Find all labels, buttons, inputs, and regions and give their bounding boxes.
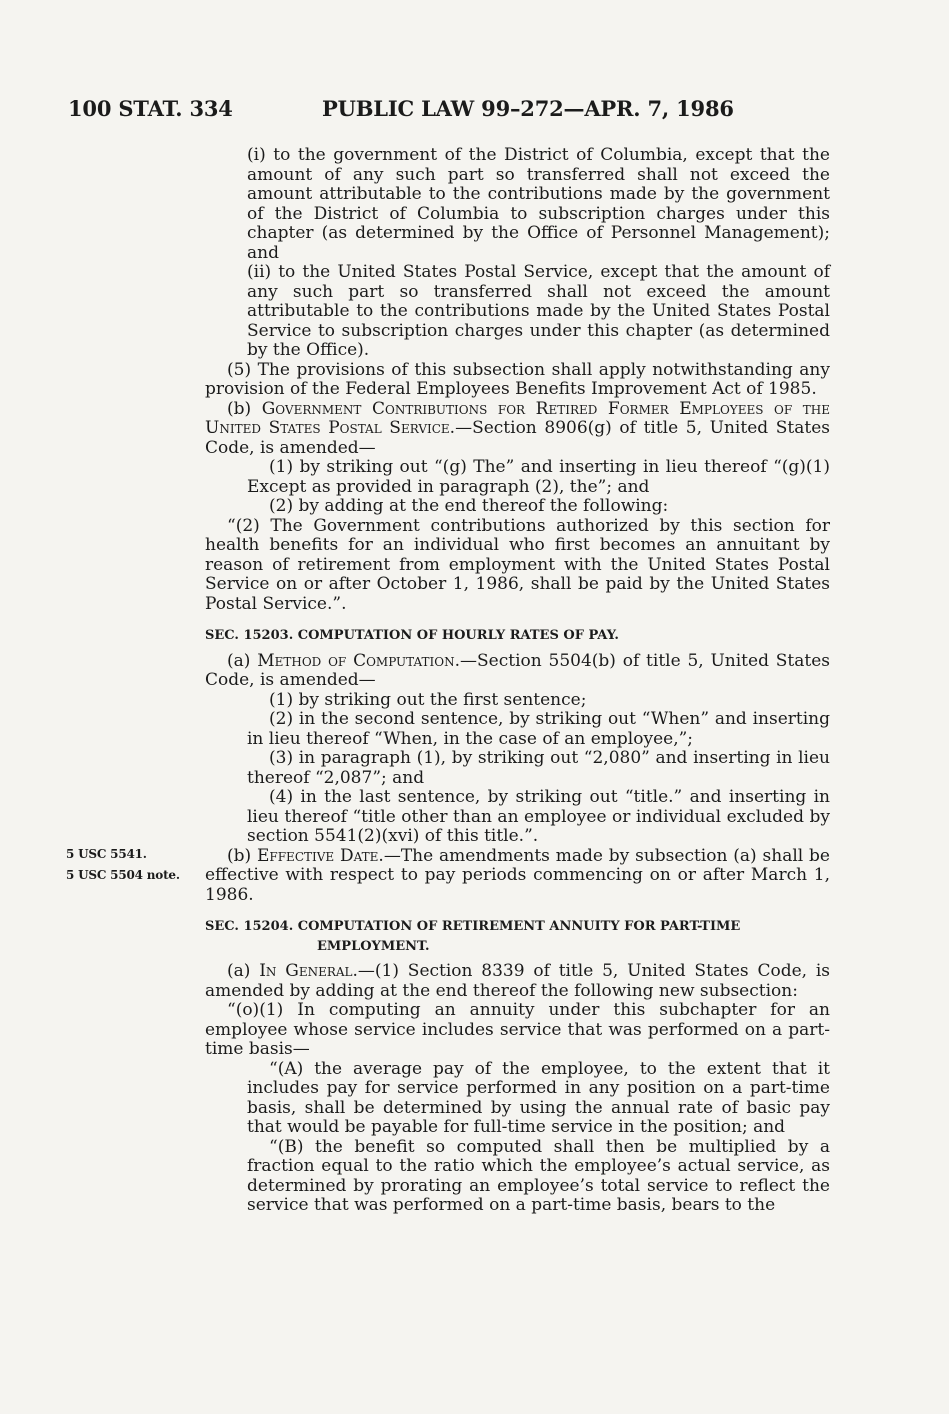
- clause-i-block: [205, 146, 830, 361]
- subsection-b-effective-date: [205, 847, 830, 906]
- paragraph-a3: (3) in paragraph (1), by striking out “2,080” and inserting in lieu thereof “2,087”; and: [247, 748, 830, 788]
- general-text: —(1) Section 8339 of title 5, United States Code, is amended by adding at the end thereof the following new subsection:: [205, 961, 831, 1001]
- subsection-a-label: (a): [227, 650, 258, 671]
- subsection-b: [205, 400, 830, 459]
- general-label: (a): [227, 961, 260, 981]
- paragraph-a4: (4) in the last sentence, by striking out “title.” and inserting in lieu thereof “title other than an employee or individual excluded by section 5541(2)(xvi) of this title.”.: [247, 787, 830, 846]
- general-heading: In General.: [259, 961, 358, 981]
- effective-date-text: —The amendments made by subsection (a) shall be effective with respect to pay periods commencing on or after March 1, 1986.: [205, 845, 830, 905]
- paragraph-a1: (1) by striking out the first sentence;: [269, 689, 587, 710]
- paragraph-a2: (2) in the second sentence, by striking out “When” and inserting in lieu thereof “When, in the case of an employee,”;: [247, 709, 830, 749]
- paragraph-b2: (2) by adding at the end thereof the following:: [269, 496, 669, 516]
- section-15204-heading: SEC. 15204. COMPUTATION OF RETIREMENT ANNUITY FOR PART-TIME EMPLOYMENT.: [205, 919, 741, 954]
- paragraph-b1: (1) by striking out “(g) The” and inserting in lieu thereof “(g)(1) Except as provided in paragraph (2), the”; and: [247, 457, 830, 497]
- clause-ii: (ii) to the United States Postal Service, except that the amount of any such part so transferred shall not exceed the amount attributable to the contributions made by the United States Postal Service to subscription charges under this chapter (as determined by the Office).: [247, 262, 830, 360]
- paragraph-5: (5) The provisions of this subsection shall apply notwithstanding any provision of the Federal Employees Benefits Improvement Act of 1985.: [205, 359, 830, 399]
- quoted-item-B: “(B) the benefit so computed shall then be multiplied by a fraction equal to the ratio which the employee’s actual service, as determined by prorating an employee’s total service to reflect the service that was performed on a part-time basis, bears to the: [247, 1136, 830, 1215]
- quoted-paragraph-2: “(2) The Government contributions authorized by this section for health benefits for an individual who first becomes an annuitant by reason of retirement from employment with the United States Postal Service on or after October 1, 1986, shall be paid by the United States Postal Service.”.: [205, 515, 830, 614]
- margin-note-5504: 5 USC 5504 note.: [66, 868, 180, 882]
- effective-date-label: (b): [227, 845, 257, 866]
- subsection-b-label: (b): [227, 398, 262, 419]
- subsection-a-text: —Section 5504(b) of title 5, United States Code, is amended—: [205, 650, 830, 690]
- clause-i: (i) to the government of the District of Columbia, except that the amount of any such part so transferred shall not exceed the amount attributable to the contributions made by the government of the District of Columbia to subscription charges under this chapter (as determined by the Office of Personnel Management); and: [247, 145, 830, 263]
- effective-date-heading: Effective Date.: [257, 845, 384, 866]
- statute-reference: 100 STAT. 334: [68, 96, 233, 121]
- quoted-subsection-o1: “(o)(1) In computing an annuity under this subchapter for an employee whose service includes service that was performed on a part-time basis—: [205, 1000, 830, 1059]
- page-title: PUBLIC LAW 99–272—APR. 7, 1986: [322, 96, 734, 121]
- quoted-items: [205, 1060, 830, 1216]
- subsection-b-heading: Government Contributions for Retired Former Employees of the United States Postal Service.: [205, 398, 830, 438]
- subsection-a-general: [205, 962, 830, 1001]
- subsection-a-items: [205, 691, 830, 847]
- margin-note-5541: 5 USC 5541.: [66, 847, 147, 861]
- document-body: [205, 146, 830, 1216]
- subsection-b-text: —Section 8906(g) of title 5, United States Code, is amended—: [205, 418, 830, 458]
- subsection-a-method: [205, 652, 830, 691]
- subsection-b-items: [205, 458, 830, 517]
- quoted-item-A: “(A) the average pay of the employee, to the extent that it includes pay for service performed in any position on a part-time basis, shall be determined by using the annual rate of basic pay that would be payable for full-time service in the position; and: [247, 1058, 830, 1137]
- subsection-a-heading: Method of Computation.: [257, 650, 461, 671]
- section-15203-heading: SEC. 15203. COMPUTATION OF HOURLY RATES OF PAY.: [205, 628, 619, 643]
